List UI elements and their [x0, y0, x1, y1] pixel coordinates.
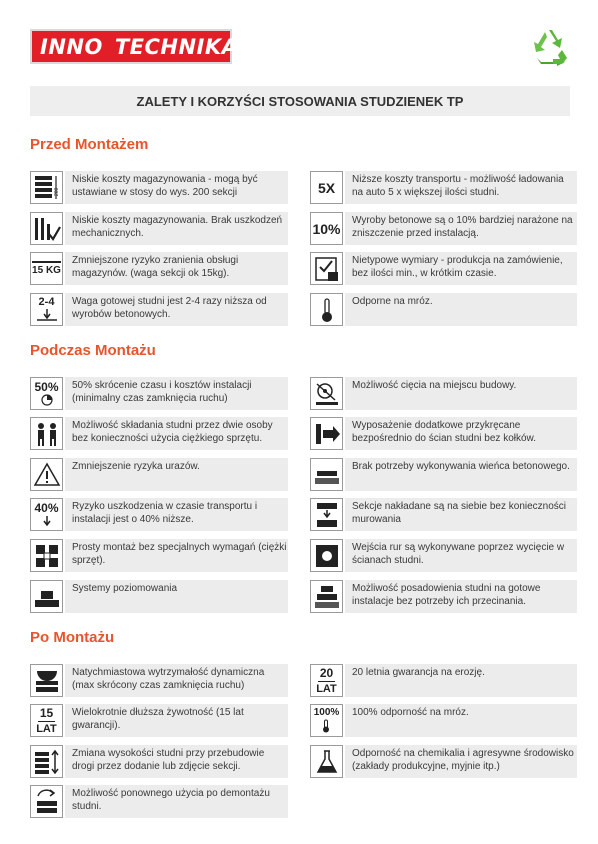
list-item — [310, 212, 573, 245]
installation-base-icon — [310, 580, 343, 613]
list-item — [310, 498, 570, 531]
list-item — [310, 377, 570, 410]
warranty-20-unit: LAT — [316, 682, 337, 695]
reuse-icon — [30, 785, 63, 818]
item-text: Zmniejszenie ryzyka urazów. — [65, 458, 288, 491]
list-item — [30, 745, 290, 778]
item-text: Waga gotowej studni jest 2-4 razy niższa od wyrobów betonowych. — [65, 293, 288, 326]
item-text: Odporność na chemikalia i agresywne środowisko (zakłady produkcyjne, myjnie itp.) — [345, 745, 577, 778]
item-text: Możliwość składania studni przez dwie osoby bez konieczności użycia ciężkiego sprzętu. — [65, 417, 288, 450]
innotechnika-logo — [30, 29, 239, 64]
item-text: Ryzyko uszkodzenia w czasie transportu i instalacji jest o 40% niższe. — [65, 498, 288, 531]
list-item — [310, 171, 570, 204]
item-text: Sekcje nakładane są na siebie bez konieczności murowania — [345, 498, 577, 531]
item-text: Zmiana wysokości studni przy przebudowie drogi przez dodanie lub zdjęcie sekcji. — [65, 745, 288, 778]
logo-separator — [106, 35, 111, 59]
list-item — [30, 498, 290, 531]
list-item — [30, 664, 290, 697]
list-item — [310, 417, 570, 450]
stack-height-label: 200 — [53, 187, 60, 196]
list-item — [30, 539, 290, 572]
lifetime-15-number: 15 — [39, 705, 54, 720]
forty-percent-label: 40% — [34, 501, 59, 515]
item-text: Brak potrzeby wykonywania wieńca betonowego. — [345, 458, 577, 491]
list-item — [310, 664, 570, 697]
list-item — [310, 293, 570, 326]
two-people-icon — [30, 417, 63, 450]
item-text: Natychmiastowa wytrzymałość dynamiczna (max skrócony czas zamknięcia ruchu) — [65, 664, 288, 697]
truck-5x-icon — [310, 171, 343, 204]
ten-percent-icon — [310, 212, 343, 245]
frost-resistance-icon — [310, 704, 343, 737]
weight-15kg-label: 15 KG — [32, 261, 61, 276]
stack-height-icon — [30, 171, 63, 204]
list-item — [30, 212, 290, 245]
warranty-20-number: 20 — [319, 665, 334, 680]
item-text: Możliwość posadowienia studni na gotowe instalacje bez potrzeby ich przecinania. — [345, 580, 577, 613]
item-text: Wielokrotnie dłuższa żywotność (15 lat gwarancji). — [65, 704, 288, 737]
saw-icon — [310, 377, 343, 410]
item-text: Możliwość cięcia na miejscu budowy. — [345, 377, 577, 410]
frost-resistance-label: 100% — [313, 707, 340, 718]
forty-percent-icon — [30, 498, 63, 531]
logo-part-inno: INNO — [40, 34, 103, 59]
list-item — [310, 458, 570, 491]
ring-base-icon — [310, 458, 343, 491]
list-item — [310, 252, 570, 285]
weight-15kg-icon — [30, 252, 63, 285]
recycle-icon — [529, 28, 569, 66]
item-text: 100% odporność na mróz. — [345, 704, 577, 737]
ten-percent-label: 10% — [312, 220, 341, 237]
list-item — [310, 539, 570, 572]
pipe-entry-icon — [310, 539, 343, 572]
assembly-icon — [30, 539, 63, 572]
item-text: Niższe koszty transportu - możliwość ładowania na auto 5 x większej ilości studni. — [345, 171, 577, 204]
item-text: Odporne na mróz. — [345, 293, 577, 326]
list-item — [30, 171, 290, 204]
height-adjust-icon — [30, 745, 63, 778]
item-text: Niskie koszty magazynowania - mogą być ustawiane w stosy do wys. 200 sekcji — [65, 171, 288, 204]
section-title-podczas: Podczas Montażu — [30, 342, 156, 359]
item-text: Wyroby betonowe są o 10% bardziej narażone na zniszczenie przed instalacją. — [345, 212, 577, 245]
weight-ratio-icon — [30, 293, 63, 326]
section-title-przed: Przed Montażem — [30, 136, 149, 153]
section-title-po: Po Montażu — [30, 629, 115, 646]
weight-ratio-label: 2-4 — [38, 296, 55, 308]
item-text: Nietypowe wymiary - produkcja na zamówienie, bez ilości min., w krótkim czasie. — [345, 252, 577, 285]
lifetime-15-unit: LAT — [36, 722, 57, 735]
list-item — [310, 704, 570, 737]
page-title: ZALETY I KORZYŚCI STOSOWANIA STUDZIENEK TP — [30, 86, 570, 116]
list-item — [30, 704, 290, 737]
list-item — [30, 293, 290, 326]
fifty-percent-clock-icon — [30, 377, 63, 410]
list-item — [30, 252, 290, 285]
fifty-percent-label: 50% — [34, 380, 59, 394]
item-text: Prosty montaż bez specjalnych wymagań (ciężki sprzęt). — [65, 539, 288, 572]
list-item — [30, 458, 290, 491]
truck-5x-label: 5X — [317, 179, 336, 196]
stacked-sections-icon — [310, 498, 343, 531]
thermometer-icon — [310, 293, 343, 326]
lifetime-15-years-icon — [30, 704, 63, 737]
custom-order-icon — [310, 252, 343, 285]
list-item — [310, 580, 570, 613]
item-text: 20 letnia gwarancja na erozję. — [345, 664, 577, 697]
list-item — [30, 377, 290, 410]
item-text: Zmniejszone ryzyko zranienia obsługi magazynów. (waga sekcji ok 15kg). — [65, 252, 288, 285]
logo-part-technika: TECHNIKA — [114, 34, 239, 59]
chemical-flask-icon — [310, 745, 343, 778]
list-item — [310, 745, 574, 778]
item-text: 50% skrócenie czasu i kosztów instalacji (minimalny czas zamknięcia ruchu) — [65, 377, 288, 410]
item-text: Wyposażenie dodatkowe przykręcane bezpośrednio do ścian studni bez kołków. — [345, 417, 577, 450]
dynamic-load-icon — [30, 664, 63, 697]
list-item — [30, 417, 290, 450]
warning-icon — [30, 458, 63, 491]
list-item — [30, 785, 290, 818]
leveling-icon — [30, 580, 63, 613]
list-item — [30, 580, 290, 613]
shelf-check-icon — [30, 212, 63, 245]
item-text: Niskie koszty magazynowania. Brak uszkodzeń mechanicznych. — [65, 212, 288, 245]
item-text: Wejścia rur są wykonywane poprzez wycięcie w ścianach studni. — [345, 539, 577, 572]
item-text: Możliwość ponownego użycia po demontażu studni. — [65, 785, 288, 818]
warranty-20-years-icon — [310, 664, 343, 697]
item-text: Systemy poziomowania — [65, 580, 288, 613]
bolt-fitting-icon — [310, 417, 343, 450]
